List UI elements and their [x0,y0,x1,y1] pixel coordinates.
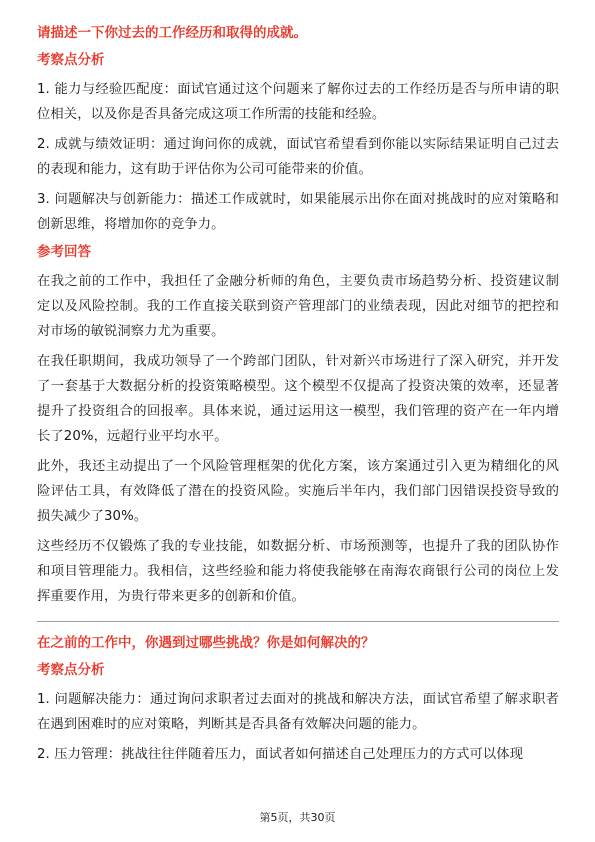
analysis-point: 2. 成就与绩效证明：通过询问你的成就，面试官希望看到你能以实际结果证明自己过去的表现和能力，这有助于评估你为公司可能带来的价值。 [37,137,559,177]
answer-heading-1: 参考回答 [37,244,91,260]
analysis-list-1 [37,77,559,237]
page-number: 第5页，共30页 [259,811,336,824]
document-page [37,22,559,767]
analysis-heading-1: 考察点分析 [37,52,105,68]
answer-paragraph: 在我任职期间，我成功领导了一个跨部门团队，针对新兴市场进行了深入研究，并开发了一套基于大数据分析的投资策略模型。这个模型不仅提高了投资决策的效率，还显著提升了投资组合的回报率。具体来说，通过运用这一模型，我们管理的资产在一年内增长了20%，远超行业平均水平。 [37,354,559,444]
analysis-point: 1. 能力与经验匹配度：面试官通过这个问题来了解你过去的工作经历是否与所申请的职位相关，以及你是否具备完成这项工作所需的技能和经验。 [37,82,559,122]
analysis-point: 3. 问题解决与创新能力：描述工作成就时，如果能展示出你在面对挑战时的应对策略和创新思维，将增加你的竞争力。 [37,192,559,232]
analysis-heading-2: 考察点分析 [37,662,105,678]
analysis-point: 2. 压力管理：挑战往往伴随着压力，面试者如何描述自己处理压力的方式可以体现 [37,747,524,762]
analysis-list-2 [37,687,559,767]
answer-body-1 [37,269,559,609]
analysis-point: 1. 问题解决能力：通过询问求职者过去面对的挑战和解决方法，面试官希望了解求职者在遇到困难时的应对策略，判断其是否具备有效解决问题的能力。 [37,692,559,732]
question-1-title: 请描述一下你过去的工作经历和取得的成就。 [37,25,307,41]
answer-paragraph: 这些经历不仅锻炼了我的专业技能，如数据分析、市场预测等，也提升了我的团队协作和项目管理能力。我相信，这些经验和能力将使我能够在南海农商银行公司的岗位上发挥重要作用，为贵行带来更多的创新和价值。 [37,539,559,604]
answer-paragraph: 在我之前的工作中，我担任了金融分析师的角色，主要负责市场趋势分析、投资建议制定以及风险控制。我的工作直接关联到资产管理部门的业绩表现，因此对细节的把控和对市场的敏锐洞察力尤为重要。 [37,274,559,339]
section-divider [37,621,559,622]
answer-paragraph: 此外，我还主动提出了一个风险管理框架的优化方案，该方案通过引入更为精细化的风险评估工具，有效降低了潜在的投资风险。实施后半年内，我们部门因错误投资导致的损失减少了30%。 [37,459,559,524]
question-2-title: 在之前的工作中，你遇到过哪些挑战？你是如何解决的？ [37,635,375,651]
